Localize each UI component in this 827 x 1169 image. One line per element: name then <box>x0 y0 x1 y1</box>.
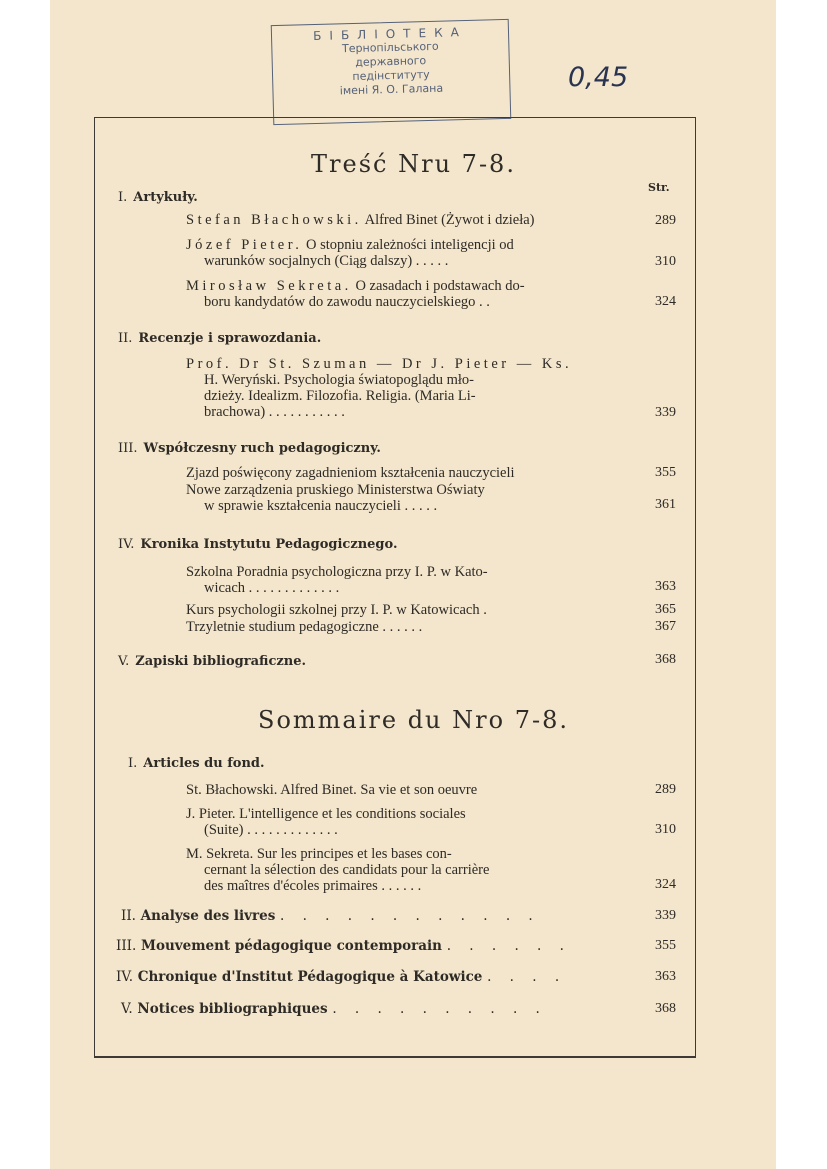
page-number: 339 <box>655 405 676 420</box>
handwritten-note: 0,45 <box>568 62 629 93</box>
toc-entry: Prof. Dr St. Szuman — Dr J. Pieter — Ks. H. Weryński. Psychologia światopoglądu mło- dzieży. Idealizm. Filozofia. Religia. (Maria Li- brachowa) . . . . . . . . . . . <box>186 356 573 420</box>
section-heading: II. Analyse des livres . . . . . . . . . . . . <box>121 908 540 924</box>
toc-entry: Mirosław Sekreta. O zasadach i podstawach do- boru kandydatów do zawodu nauczycielskiego . . <box>186 278 525 310</box>
section-heading: IV. Chronique d'Institut Pédagogique à Katowice . . . . <box>116 969 567 985</box>
page-number: 363 <box>655 969 676 984</box>
toc-entry: Zjazd poświęcony zagadnieniom kształcenia nauczycieli <box>186 465 515 481</box>
toc-entry: M. Sekreta. Sur les principes et les bases con- cernant la sélection des candidats pour la carrière des maîtres d'écoles primaires . . . . . . <box>186 846 490 894</box>
page-title-fr: Sommaire du Nro 7-8. <box>258 706 569 734</box>
page-column-header: Str. <box>648 181 670 194</box>
page-number: 289 <box>655 213 676 228</box>
page-number: 368 <box>655 652 676 667</box>
page-number: 324 <box>655 294 676 309</box>
page-number: 355 <box>655 465 676 480</box>
library-stamp <box>271 19 512 125</box>
page-number: 363 <box>655 579 676 594</box>
toc-entry: Józef Pieter. O stopniu zależności inteligencji od warunków socjalnych (Ciąg dalszy) . . . . . <box>186 237 514 269</box>
page-number: 365 <box>655 602 676 617</box>
toc-entry: Stefan Błachowski. Alfred Binet (Żywot i dzieła) <box>186 212 535 228</box>
stamp-line: державного <box>355 54 427 69</box>
page-number: 368 <box>655 1001 676 1016</box>
section-heading: I. Artykuły. <box>118 190 198 205</box>
section-heading: II. Recenzje i sprawozdania. <box>118 331 322 346</box>
toc-entry: J. Pieter. L'intelligence et les conditions sociales (Suite) . . . . . . . . . . . . . <box>186 806 466 838</box>
toc-entry: Szkolna Poradnia psychologiczna przy I. P. w Kato- wicach . . . . . . . . . . . . . <box>186 564 488 596</box>
stamp-line: Тернопільського <box>341 39 439 56</box>
section-heading: V. Notices bibliographiques . . . . . . . . . . <box>121 1001 547 1017</box>
page-number: 310 <box>655 254 676 269</box>
toc-entry: St. Błachowski. Alfred Binet. Sa vie et son oeuvre <box>186 782 478 798</box>
toc-entry: Nowe zarządzenia pruskiego Ministerstwa Oświaty w sprawie kształcenia nauczycieli . . . . . <box>186 482 485 514</box>
stamp-line: БІБЛІОТЕКА <box>313 25 467 44</box>
page-number: 361 <box>655 497 676 512</box>
section-heading: IV. Kronika Instytutu Pedagogicznego. <box>118 537 398 552</box>
page-title-pl: Treść Nru 7-8. <box>311 150 516 178</box>
section-heading: III. Mouvement pédagogique contemporain . . . . . . <box>116 938 571 954</box>
page-number: 289 <box>655 782 676 797</box>
page-number: 339 <box>655 908 676 923</box>
section-heading: V. Zapiski bibliograficzne. <box>118 654 307 669</box>
toc-entry: Trzyletnie studium pedagogiczne . . . . . . <box>186 619 423 635</box>
stamp-line: педінституту <box>352 67 430 84</box>
section-heading: I. Articles du fond. <box>128 756 265 771</box>
page-number: 324 <box>655 877 676 892</box>
page-number: 367 <box>655 619 676 634</box>
page-number: 310 <box>655 822 676 837</box>
toc-entry: Kurs psychologii szkolnej przy I. P. w Katowicach . <box>186 602 487 618</box>
page-number: 355 <box>655 938 676 953</box>
section-heading: III. Współczesny ruch pedagogiczny. <box>118 441 381 456</box>
stamp-line: імені Я. О. Галана <box>339 81 444 98</box>
